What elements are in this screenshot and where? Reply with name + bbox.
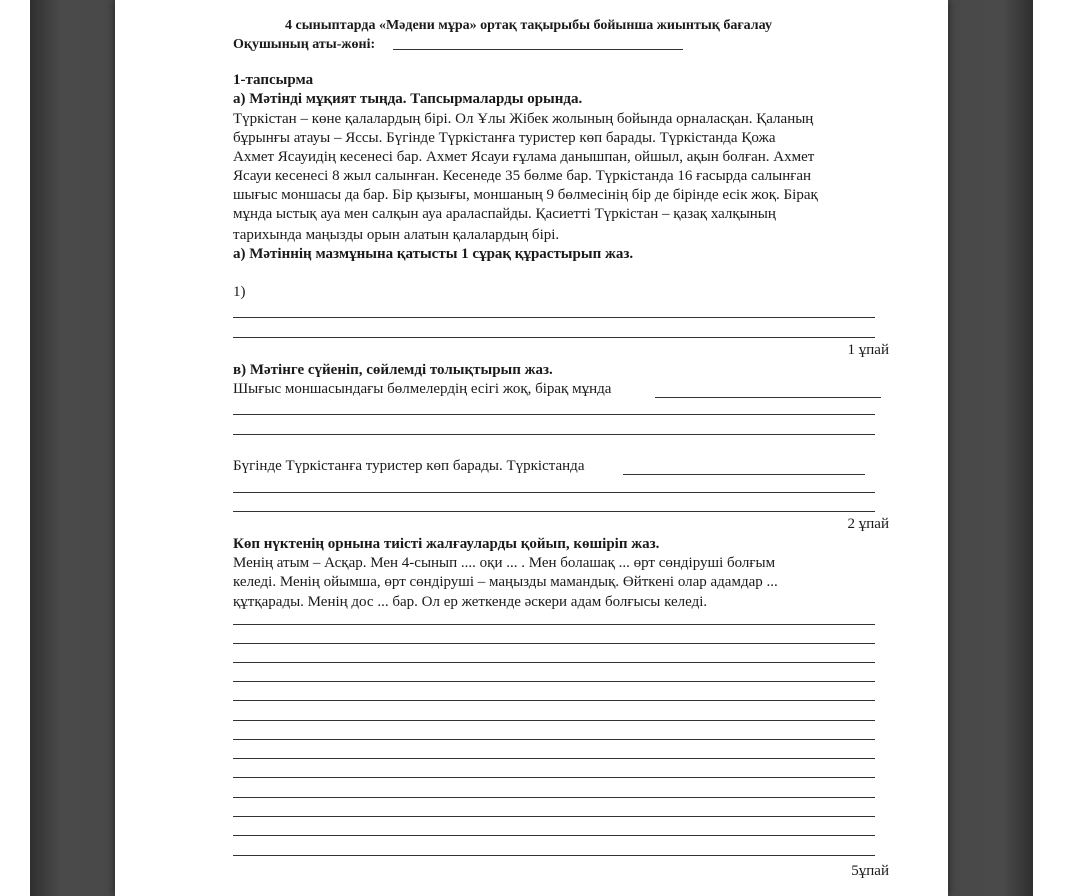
answer-line [233, 835, 875, 836]
points-label: 5ұпай [851, 863, 889, 879]
answer-line [233, 700, 875, 701]
part-a-instruction: а) Мәтінді мұқият тыңда. Тапсырмаларды орында. [233, 91, 583, 107]
sentence-prompt: Шығыс моншасындағы бөлмелердің есігі жоқ, бірақ мұнда [233, 381, 612, 397]
answer-line [655, 397, 881, 398]
part-c-line: Менің атым – Асқар. Мен 4-сынып .... оқи ... . Мен болашақ ... өрт сөндіруші болғым [233, 555, 776, 571]
passage-line: Ахмет Ясауидің кесенесі бар. Ахмет Ясауи ғұлама данышпан, ойшыл, ақын болған. Ахмет [233, 149, 815, 165]
answer-line [233, 643, 875, 644]
passage-line: мұнда ыстық ауа мен салқын ауа араласпайды. Қасиетті Түркістан – қазақ халқының [233, 206, 776, 222]
passage-line: бұрынғы атауы – Яссы. Бүгінде Түркістанға туристер көп барады. Түркістанда Қожа [233, 130, 776, 146]
question-number: 1) [233, 284, 246, 300]
part-c-line: құтқарады. Менің дос ... бар. Ол ер жеткенде әскери адам болғысы келеді. [233, 594, 708, 610]
student-name-label: Оқушының аты-жөні: [233, 37, 376, 52]
task-heading: 1-тапсырма [233, 72, 314, 88]
answer-line [233, 414, 875, 415]
passage-line: Ясауи кесенесі 8 жыл салынған. Кесенеде 35 бөлме бар. Түркістанда 16 ғасырда салынған [233, 168, 812, 184]
sentence-prompt: Бүгінде Түркістанға туристер көп барады. Түркістанда [233, 458, 585, 474]
document-title: 4 сыныптарда «Мәдени мұра» ортақ тақырыбы бойынша жиынтық бағалау [285, 18, 772, 33]
answer-line [233, 624, 875, 625]
answer-line [233, 739, 875, 740]
passage-line: шығыс моншасы да бар. Бір қызығы, моншаның 9 бөлмесінің бір де бірінде есік жоқ. Бірақ [233, 187, 818, 203]
answer-line [233, 797, 875, 798]
answer-line [623, 474, 865, 475]
answer-line [233, 816, 875, 817]
answer-line [233, 511, 875, 512]
part-c-line: келеді. Менің ойымша, өрт сөндіруші – маңызды мамандық. Өйткені олар адамдар ... [233, 574, 778, 590]
points-label: 2 ұпай [847, 516, 889, 532]
points-label: 1 ұпай [847, 342, 889, 358]
document-page[interactable] [115, 0, 948, 896]
part-a2-instruction: а) Мәтіннің мазмұнына қатысты 1 сұрақ құрастырып жаз. [233, 246, 634, 262]
part-c-instruction: Көп нүктенің орнына тиісті жалғауларды қойып, көшіріп жаз. [233, 536, 660, 552]
answer-line [233, 492, 875, 493]
answer-line [233, 777, 875, 778]
passage-line: тарихында маңызды орын алатын қалалардың бірі. [233, 227, 560, 243]
answer-line [233, 681, 875, 682]
passage-line: Түркістан – көне қалалардың бірі. Ол Ұлы Жібек жолының бойында орналасқан. Қаланың [233, 111, 814, 127]
answer-line [233, 758, 875, 759]
answer-line [233, 662, 875, 663]
answer-line [233, 434, 875, 435]
answer-line [233, 720, 875, 721]
answer-line [233, 317, 875, 318]
answer-line [233, 337, 875, 338]
student-name-line [393, 49, 683, 50]
answer-line [233, 855, 875, 856]
part-b-instruction: в) Мәтінге сүйеніп, сөйлемді толықтырып жаз. [233, 362, 553, 378]
